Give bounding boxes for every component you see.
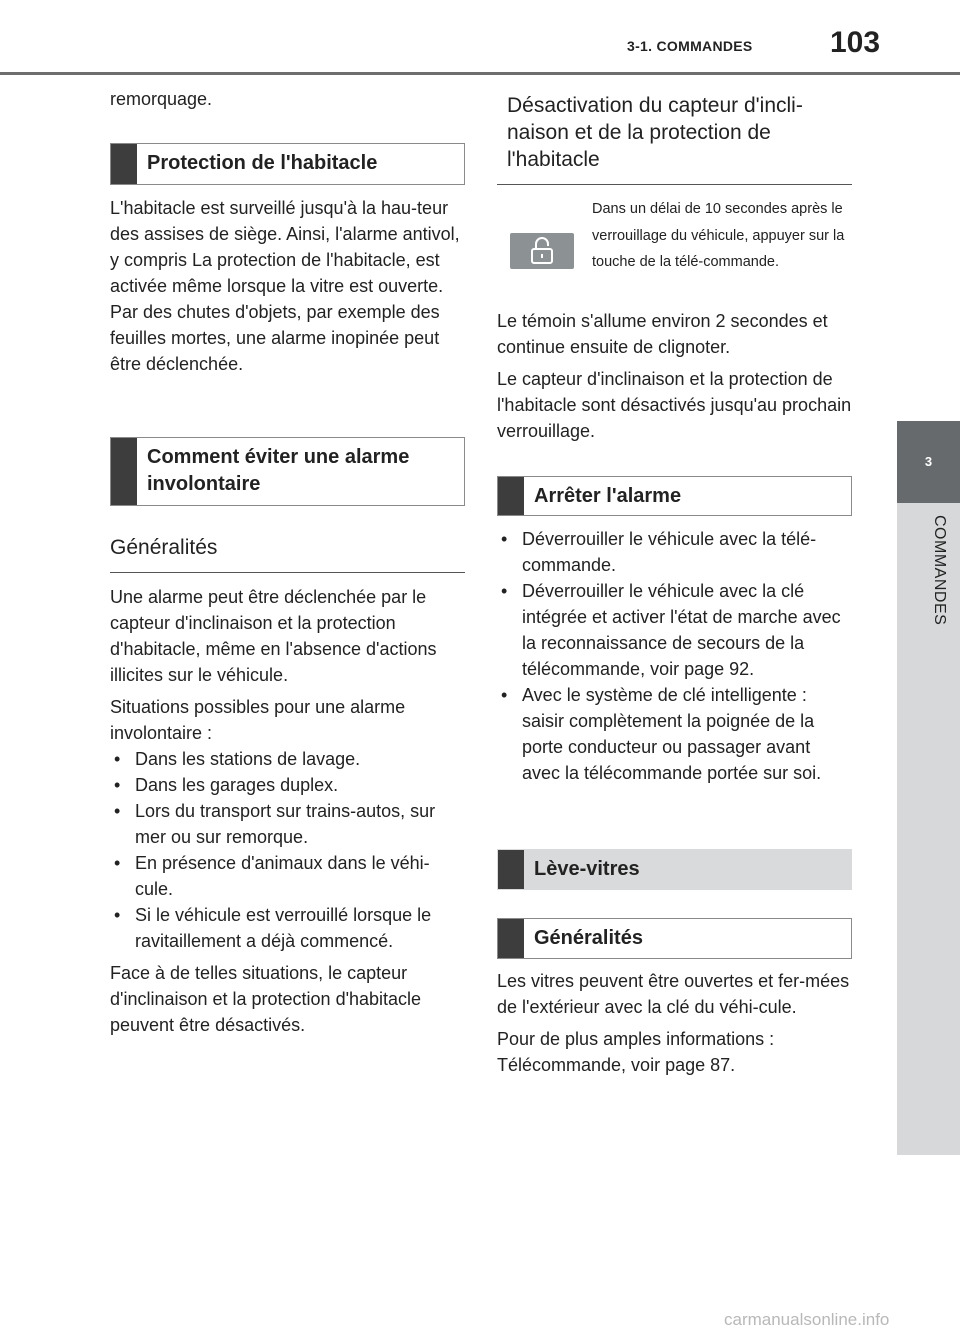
list-item: • Dans les garages duplex. <box>110 772 465 798</box>
heading-stop-alarm-text: Arrêter l'alarme <box>534 485 682 507</box>
heading-block-marker <box>111 438 137 505</box>
chapter-tab-number: 3 <box>897 421 960 503</box>
heading-avoid-alarm-text: Comment éviter une alarme involontaire <box>147 446 410 495</box>
deactivation-paragraph-1: Le témoin s'allume environ 2 secondes et continue ensuite de clignoter. <box>497 311 828 357</box>
windows-paragraph-2: Pour de plus amples informations : Télécommande, voir page 87. <box>497 1029 775 1075</box>
heading-block-marker <box>498 477 524 515</box>
heading-generalites-right <box>497 918 852 959</box>
heading-deactivation-text: Désactivation du capteur d'incli-naison et de la protection de l'habitacle <box>507 94 803 171</box>
heading-deactivation <box>497 92 852 185</box>
intro-fragment: remorquage. <box>110 89 213 109</box>
list-intro: Situations possibles pour une alarme involontaire : <box>110 697 406 743</box>
windows-paragraph-1: Les vitres peuvent être ouvertes et fer-mées de l'extérieur avec la clé du véhi-cule. <box>497 971 850 1017</box>
list-item: • Déverrouiller le véhicule avec la clé intégrée et activer l'état de marche avec la reconnaissance de secours de la télécommande, voir page 92. <box>497 578 852 682</box>
deactivation-paragraph-2: Le capteur d'inclinaison et la protection de l'habitacle sont désactivés jusqu'au prochain verrouillage. <box>497 369 852 441</box>
subheading-generalites-left <box>110 534 465 573</box>
heading-block-marker <box>111 144 137 184</box>
page-number: 103 <box>830 26 881 59</box>
list-item: • En présence d'animaux dans le véhi-cule. <box>110 850 465 902</box>
heading-window-lifts <box>497 849 852 890</box>
windows-body <box>497 968 852 1084</box>
list-item: • Lors du transport sur trains-autos, sur mer ou sur remorque. <box>110 798 465 850</box>
remote-lock-button <box>510 233 574 269</box>
deactivation-body <box>497 308 852 450</box>
heading-stop-alarm <box>497 476 852 516</box>
heading-protection <box>110 143 465 185</box>
protection-paragraph: L'habitacle est surveillé jusqu'à la hau-teur des assises de siège. Ainsi, l'alarme antivol, y compris La protection de l'habitacle, est activée même lorsque la vitre est ouverte. Par des chutes d'objets, par exemple des feuilles mortes, une alarme inopinée peut être déclenchée. <box>110 198 460 374</box>
heading-window-lifts-text: Lève-vitres <box>534 858 640 880</box>
avoid-alarm-body <box>110 584 465 1044</box>
chapter-tab-label <box>897 503 960 663</box>
subheading-generalites-left-text: Généralités <box>110 536 218 559</box>
running-header-section: 3-1. COMMANDES <box>627 38 753 54</box>
avoid-paragraph: Une alarme peut être déclenchée par le capteur d'inclinaison et la protection d'habitacle, même en l'absence d'actions illicites sur le véhicule. <box>110 587 437 685</box>
stop-alarm-body <box>497 526 852 792</box>
heading-protection-text: Protection de l'habitacle <box>147 152 378 174</box>
watermark: carmanualsonline.info <box>724 1310 890 1329</box>
list-item: • Dans les stations de lavage. <box>110 746 465 772</box>
header-rule <box>0 72 960 75</box>
situation-list <box>110 746 465 954</box>
list-item: • Déverrouiller le véhicule avec la télé-commande. <box>497 526 852 578</box>
heading-block-marker <box>498 919 524 958</box>
closing-paragraph: Face à de telles situations, le capteur d'inclinaison et la protection d'habitacle peuvent être désactivés. <box>110 963 422 1035</box>
heading-generalites-right-text: Généralités <box>534 927 643 949</box>
stop-alarm-list <box>497 526 852 786</box>
deactivation-note: Dans un délai de 10 secondes après le verrouillage du véhicule, appuyer sur la touche de la télé-commande. <box>592 201 845 270</box>
list-item: • Avec le système de clé intelligente : saisir complètement la poignée de la porte conducteur ou passager avant avec la télécommande portée sur soi. <box>497 682 852 786</box>
lock-icon <box>530 236 554 266</box>
list-item: • Si le véhicule est verrouillé lorsque le ravitaillement a déjà commencé. <box>110 902 465 954</box>
heading-block-marker <box>498 850 524 889</box>
heading-avoid-alarm <box>110 437 465 506</box>
chapter-tab-label-text: COMMANDES <box>931 515 948 626</box>
